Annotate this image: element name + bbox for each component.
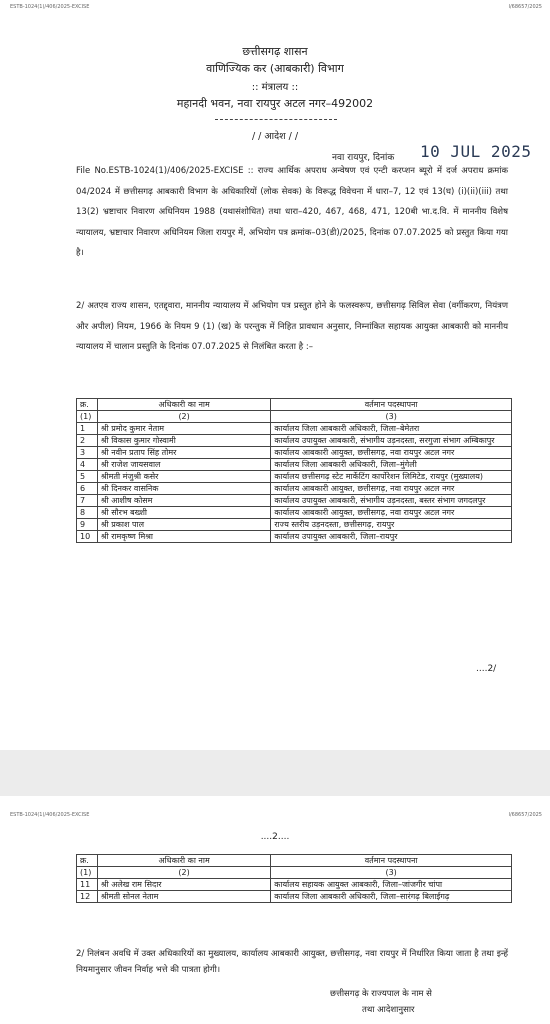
table-row [77, 483, 512, 495]
government-name: छत्तीसगढ़ शासन [242, 45, 308, 58]
signature-line-2: तथा आदेशानुसार [362, 1005, 415, 1015]
office-address: महानदी भवन, नवा रायपुर अटल नगर–492002 [176, 97, 374, 110]
header-officer-name: अधिकारी का नाम [97, 399, 270, 411]
serial-cell: 7 [77, 495, 98, 507]
ministry-label: :: मंत्रालय :: [251, 82, 299, 93]
posting-cell: कार्यालय उपायुक्त आबकारी, जिला–रायपुर [271, 531, 512, 543]
officers-table-1 [76, 398, 512, 543]
officer-name-cell: श्रीमती सोनल नेताम [97, 891, 270, 903]
order-paragraph-2: 2/ अतएव राज्य शासन, एतद्द्वारा, माननीय न्यायालय में अभियोग पत्र प्रस्तुत होने के फलस्वरूप, छत्तीसगढ़ सिविल सेवा (वर्गीकरण, नियंत्रण और अपील) नियम, 1966 के नियम 9 (1) (ख) के परन्तुक में निहित प्रावधान अनुसार, निम्नांकित सहायक आयुक्त आबकारी को माननीय न्यायालय में चालान प्रस्तुति के दिनांक 07.07.2025 से निलंबित करता है :– [76, 301, 508, 352]
table-row [77, 447, 512, 459]
serial-cell: 5 [77, 471, 98, 483]
officer-name-cell: श्री अलेख राम सिदार [97, 879, 270, 891]
officer-name-cell: श्री सौरभ बख्शी [97, 507, 270, 519]
header-current-posting: वर्तमान पदस्थापना [271, 399, 512, 411]
serial-cell: 11 [77, 879, 98, 891]
date-label: नवा रायपुर, दिनांक [332, 153, 395, 163]
col-number: (1) [77, 867, 98, 879]
posting-cell: कार्यालय आबकारी आयुक्त, छत्तीसगढ़, नवा रायपुर अटल नगर [271, 447, 512, 459]
file-reference-top-left: ESTB-1024(1)/406/2025-EXCISE [10, 812, 90, 818]
serial-cell: 3 [77, 447, 98, 459]
posting-cell: कार्यालय उपायुक्त आबकारी, संभागीय उड़नदस्ता, बस्तर संभाग जगदलपुर [271, 495, 512, 507]
officer-name-cell: श्रीमती मंजुश्री कसेर [97, 471, 270, 483]
posting-cell: कार्यालय आबकारी आयुक्त, छत्तीसगढ़, नवा रायपुर अटल नगर [271, 507, 512, 519]
table-row [77, 891, 512, 903]
header-divider [215, 119, 337, 120]
header-officer-name: अधिकारी का नाम [97, 855, 270, 867]
table-row [77, 531, 512, 543]
order-title: / / आदेश / / [251, 131, 299, 142]
table-row [77, 423, 512, 435]
posting-cell: कार्यालय छत्तीसगढ़ स्टेट मार्केटिंग कार्पोरेशन लिमिटेड, रायपुर (मुख्यालय) [271, 471, 512, 483]
officer-name-cell: श्री आशीष कोसम [97, 495, 270, 507]
officer-name-cell: श्री राजेश जायसवाल [97, 459, 270, 471]
table-row [77, 471, 512, 483]
serial-cell: 2 [77, 435, 98, 447]
table-column-number-row [77, 867, 512, 879]
posting-cell: कार्यालय जिला आबकारी अधिकारी, जिला–सारंगढ़ बिलाईगढ़ [271, 891, 512, 903]
date-stamp: 10 JUL 2025 [420, 142, 532, 161]
page-gap [0, 750, 550, 796]
col-number: (3) [271, 411, 512, 423]
officer-name-cell: श्री दिनकर वासनिक [97, 483, 270, 495]
table-header-row [77, 855, 512, 867]
table-header-row [77, 399, 512, 411]
order-paragraph-3: 2/ निलंबन अवधि में उक्त अधिकारियों का मुख्यालय, कार्यालय आबकारी आयुक्त, छत्तीसगढ़, नवा रायपुर में निर्धारित किया जाता है तथा इन्हें नियमानुसार जीवन निर्वाह भत्ते की पात्रता होगी। [76, 949, 508, 975]
serial-cell: 10 [77, 531, 98, 543]
officer-name-cell: श्री प्रमोद कुमार नेताम [97, 423, 270, 435]
serial-cell: 9 [77, 519, 98, 531]
serial-cell: 1 [77, 423, 98, 435]
posting-cell: कार्यालय सहायक आयुक्त आबकारी, जिला–जांजगीर चांपा [271, 879, 512, 891]
signature-line-1: छत्तीसगढ़ के राज्यपाल के नाम से [330, 989, 432, 999]
order-paragraph-1: File No.ESTB-1024(1)/406/2025-EXCISE :: राज्य आर्थिक अपराध अन्वेषण एवं एन्टी करप्शन ब्यूरो में दर्ज अपराध क्रमांक 04/2024 में छत्तीसगढ़ आबकारी विभाग के अधिकारियों (लोक सेवक) के विरूद्ध विवेचना में धारा–7, 12 एवं 13(घ) (i)(ii)(iii) तथा 13(2) भ्रष्टाचार निवारण अधिनियम 1988 (यथासंशोधित) तथा धारा–420, 467, 468, 471, 120बी भा.द.वि. में माननीय विशेष न्यायालय, भ्रष्टाचार निवारण अधिनियम जिला रायपुर में, अभियोग पत्र क्रमांक–03(डी)/2025, दिनांक 07.07.2025 को प्रस्तुत किया गया है। [76, 166, 508, 258]
receipt-number-top-right: I/68657/2025 [508, 812, 542, 818]
serial-cell: 6 [77, 483, 98, 495]
col-number: (1) [77, 411, 98, 423]
posting-cell: कार्यालय जिला आबकारी अधिकारी, जिला–मुंगेली [271, 459, 512, 471]
table-row [77, 459, 512, 471]
table-row [77, 507, 512, 519]
serial-cell: 4 [77, 459, 98, 471]
posting-cell: कार्यालय उपायुक्त आबकारी, संभागीय उड़नदस्ता, सरगुजा संभाग अम्बिकापुर [271, 435, 512, 447]
officer-name-cell: श्री प्रकाश पाल [97, 519, 270, 531]
posting-cell: राज्य स्तरीय उड़नदस्ता, छत्तीसगढ़, रायपुर [271, 519, 512, 531]
order-page-2 [0, 796, 550, 1024]
serial-cell: 12 [77, 891, 98, 903]
serial-cell: 8 [77, 507, 98, 519]
header-serial: क्र. [77, 855, 98, 867]
table-row [77, 435, 512, 447]
header-serial: क्र. [77, 399, 98, 411]
table-row [77, 519, 512, 531]
file-reference-top-left: ESTB-1024(1)/406/2025-EXCISE [10, 4, 90, 10]
continued-marker: ....2/ [476, 664, 497, 674]
table-row [77, 879, 512, 891]
officer-name-cell: श्री विकास कुमार गोस्वामी [97, 435, 270, 447]
officer-name-cell: श्री नवीन प्रताप सिंह तोमर [97, 447, 270, 459]
page-number: ....2.... [260, 832, 290, 842]
posting-cell: कार्यालय जिला आबकारी अधिकारी, जिला–बेमेतरा [271, 423, 512, 435]
col-number: (2) [97, 411, 270, 423]
posting-cell: कार्यालय आबकारी आयुक्त, छत्तीसगढ़, नवा रायपुर अटल नगर [271, 483, 512, 495]
officer-name-cell: श्री रामकृष्ण मिश्रा [97, 531, 270, 543]
department-name: वाणिज्यिक कर (आबकारी) विभाग [206, 62, 344, 75]
header-current-posting: वर्तमान पदस्थापना [271, 855, 512, 867]
col-number: (2) [97, 867, 270, 879]
table-row [77, 495, 512, 507]
officers-table-2 [76, 854, 512, 903]
col-number: (3) [271, 867, 512, 879]
table-column-number-row [77, 411, 512, 423]
receipt-number-top-right: I/68657/2025 [508, 4, 542, 10]
